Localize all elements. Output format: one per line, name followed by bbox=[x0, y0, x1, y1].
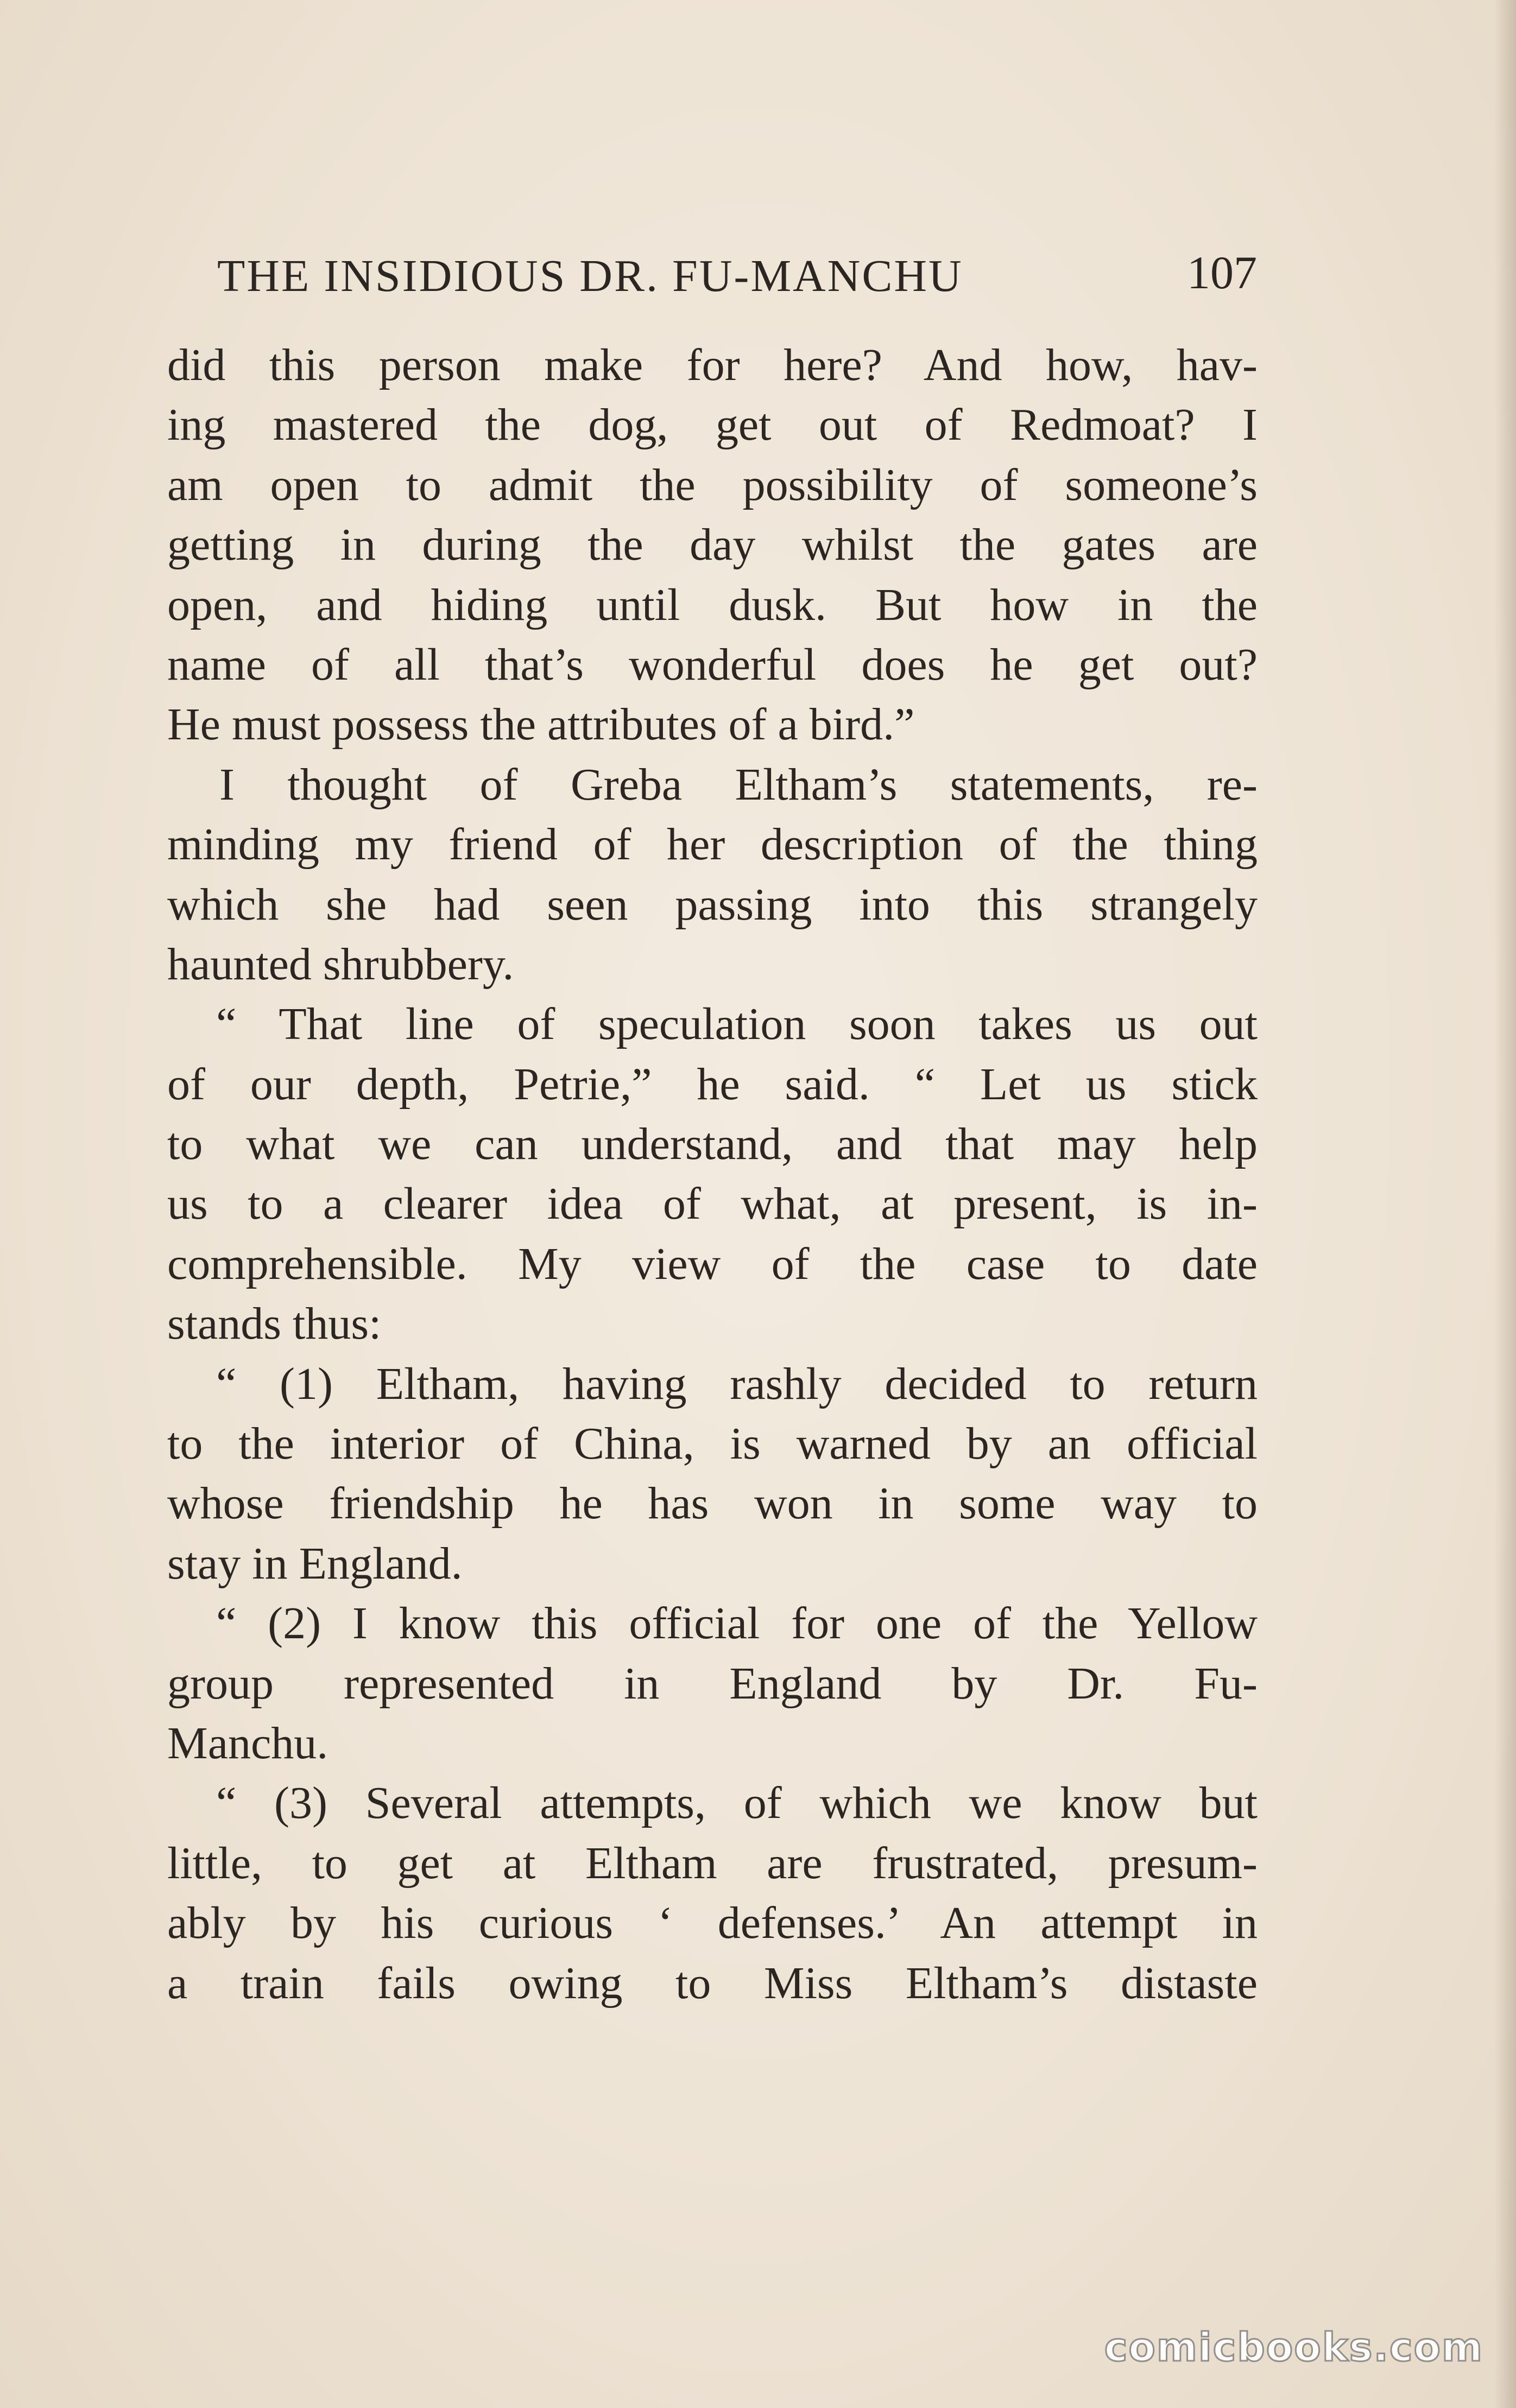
text-line: “ (1) Eltham, having rashly decided to return bbox=[216, 1358, 1258, 1409]
page-edge-shadow bbox=[1494, 0, 1516, 2408]
page-number: 107 bbox=[1187, 246, 1257, 299]
text-line: name of all that’s wonderful does he get out? bbox=[167, 639, 1258, 690]
text-line: minding my friend of her description of the thing bbox=[167, 819, 1258, 870]
running-head bbox=[217, 239, 1257, 304]
text-line: ing mastered the dog, get out of Redmoat? I bbox=[167, 400, 1258, 451]
text-line: whose friendship he has won in some way to bbox=[167, 1478, 1258, 1529]
text-line: He must possess the attributes of a bird.” bbox=[167, 699, 915, 750]
text-line: “ That line of speculation soon takes us out bbox=[216, 999, 1258, 1050]
text-line: haunted shrubbery. bbox=[167, 939, 514, 990]
text-line: am open to admit the possibility of someone’s bbox=[167, 459, 1258, 510]
text-line: a train fails owing to Miss Eltham’s distaste bbox=[167, 1957, 1258, 2008]
text-line: to the interior of China, is warned by an official bbox=[167, 1418, 1258, 1469]
body-text bbox=[167, 335, 1258, 2013]
text-line: to what we can understand, and that may help bbox=[167, 1119, 1258, 1170]
text-line: Manchu. bbox=[167, 1718, 329, 1769]
text-line: “ (2) I know this official for one of the Yellow bbox=[216, 1598, 1258, 1649]
text-line: getting in during the day whilst the gates are bbox=[167, 519, 1258, 571]
text-line: stay in England. bbox=[167, 1538, 463, 1589]
text-line: comprehensible. My view of the case to date bbox=[167, 1238, 1258, 1289]
text-line: us to a clearer idea of what, at present, is in- bbox=[167, 1178, 1258, 1230]
text-line: ably by his curious ‘ defenses.’ An attempt in bbox=[167, 1898, 1258, 1949]
text-line: I thought of Greba Eltham’s statements, re- bbox=[219, 759, 1258, 810]
text-line: “ (3) Several attempts, of which we know but bbox=[216, 1778, 1258, 1829]
text-line: of our depth, Petrie,” he said. “ Let us stick bbox=[167, 1059, 1258, 1110]
text-line: which she had seen passing into this strangely bbox=[167, 879, 1258, 930]
text-line: group represented in England by Dr. Fu- bbox=[167, 1658, 1258, 1709]
running-head-title: THE INSIDIOUS DR. FU-MANCHU bbox=[217, 251, 963, 301]
text-line: little, to get at Eltham are frustrated, presum- bbox=[167, 1837, 1258, 1889]
text-line: stands thus: bbox=[167, 1298, 382, 1349]
watermark: comicbooks.com bbox=[1104, 2324, 1483, 2370]
text-line: did this person make for here? And how, hav- bbox=[167, 340, 1258, 390]
text-line: open, and hiding until dusk. But how in the bbox=[167, 579, 1258, 630]
